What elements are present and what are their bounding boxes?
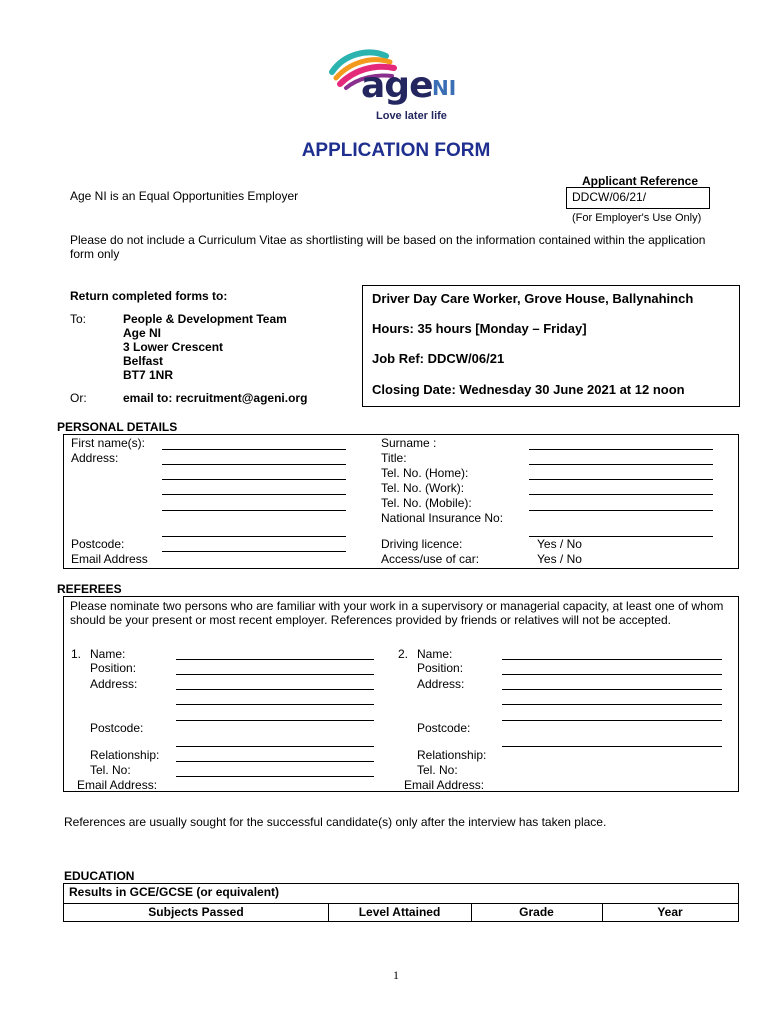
referee-2-address-field-3[interactable] [502, 720, 722, 721]
logo-suffix: NI [432, 76, 457, 100]
referee-1-number: 1. [71, 647, 82, 661]
referee-1-name-label: Name: [90, 647, 126, 661]
referee-2-name-label: Name: [417, 647, 453, 661]
referee-1-email-field[interactable] [176, 776, 374, 777]
address-field-1[interactable] [162, 464, 346, 465]
column-grade: Grade [519, 905, 554, 919]
referee-1-position-label: Position: [90, 661, 137, 675]
address-line-3: 3 Lower Crescent [123, 340, 224, 354]
to-label: To: [70, 312, 87, 326]
title-label: Title: [381, 451, 407, 465]
education-heading: EDUCATION [64, 869, 135, 883]
referee-1-postcode-label: Postcode: [90, 721, 144, 735]
referee-2-address-label: Address: [417, 677, 465, 691]
title-field[interactable] [529, 464, 713, 465]
page-number: 1 [393, 968, 399, 982]
address-line-2: Age NI [123, 326, 162, 340]
address-field-3[interactable] [162, 494, 346, 495]
car-access-label: Access/use of car: [381, 552, 480, 566]
education-header-divider [64, 903, 738, 904]
referee-1-email-label: Email Address: [77, 778, 158, 792]
referee-1-relationship-label: Relationship: [90, 748, 160, 762]
referee-2-email-label: Email Address: [404, 778, 485, 792]
referee-1-relationship-field[interactable] [176, 746, 374, 747]
logo-wordmark: age [361, 65, 433, 106]
surname-field[interactable] [529, 449, 713, 450]
ni-no-field[interactable] [529, 536, 713, 537]
referee-1-position-field[interactable] [176, 674, 374, 675]
referee-1-address-field-1[interactable] [176, 689, 374, 690]
return-heading: Return completed forms to: [70, 289, 228, 303]
address-field-4[interactable] [162, 510, 346, 511]
column-year: Year [657, 905, 683, 919]
applicant-ref-value: DDCW/06/21/ [572, 190, 647, 204]
address-field-5[interactable] [162, 536, 346, 537]
job-details-box [362, 285, 740, 407]
email-label: Email Address [71, 552, 148, 566]
ni-no-label: National Insurance No: [381, 511, 504, 525]
surname-label: Surname : [381, 436, 437, 450]
referee-2-address-field-2[interactable] [502, 704, 722, 705]
referees-box [63, 596, 739, 792]
column-level-attained: Level Attained [358, 905, 441, 919]
car-yes-no[interactable]: Yes / No [537, 552, 582, 566]
postcode-label: Postcode: [71, 537, 125, 551]
address-line-4: Belfast [123, 354, 164, 368]
email-line[interactable]: email to: recruitment@ageni.org [123, 391, 308, 405]
column-subjects-passed: Subjects Passed [148, 905, 244, 919]
address-line-5: BT7 1NR [123, 368, 174, 382]
referee-2-postcode-label: Postcode: [417, 721, 471, 735]
first-name-field[interactable] [162, 449, 346, 450]
cv-notice: Please do not include a Curriculum Vitae as shortlisting will be based on the information contained within the application form only [70, 233, 706, 261]
education-subheading: Results in GCE/GCSE (or equivalent) [69, 885, 280, 899]
personal-details-box [63, 434, 739, 569]
referees-intro: Please nominate two persons who are familiar with your work in a supervisory or managerial capacity, at least one of whom should be your present or most recent employer. References provided by friends or relatives will not be accepted. [70, 599, 724, 627]
tel-home-field[interactable] [529, 479, 713, 480]
referee-1-address-field-2[interactable] [176, 704, 374, 705]
logo-tagline: Love later life [376, 110, 447, 122]
referee-1-name-field[interactable] [176, 659, 374, 660]
referee-2-position-label: Position: [417, 661, 464, 675]
job-title: Driver Day Care Worker, Grove House, Ballynahinch [372, 291, 694, 306]
referee-1-tel-field[interactable] [176, 761, 374, 762]
referee-2-relationship-field[interactable] [502, 746, 722, 747]
referee-2-tel-label: Tel. No: [417, 763, 458, 777]
address-field-2[interactable] [162, 479, 346, 480]
referee-2-address-field-1[interactable] [502, 689, 722, 690]
referee-2-name-field[interactable] [502, 659, 722, 660]
driving-yes-no[interactable]: Yes / No [537, 537, 582, 551]
referees-heading: REFEREES [57, 582, 122, 596]
applicant-ref-label: Applicant Reference [582, 174, 699, 188]
address-label: Address: [71, 451, 119, 465]
personal-details-heading: PERSONAL DETAILS [57, 420, 178, 434]
applicant-ref-box[interactable] [566, 187, 710, 209]
closing-date: Closing Date: Wednesday 30 June 2021 at 12 noon [372, 382, 685, 397]
referee-2-position-field[interactable] [502, 674, 722, 675]
employer-use-note: (For Employer's Use Only) [572, 212, 702, 224]
referee-2-number: 2. [398, 647, 409, 661]
page-title: APPLICATION FORM [301, 140, 491, 161]
tel-home-label: Tel. No. (Home): [381, 466, 469, 480]
tel-work-label: Tel. No. (Work): [381, 481, 465, 495]
driving-licence-label: Driving licence: [381, 537, 463, 551]
first-names-label: First name(s): [71, 436, 146, 450]
education-table [63, 883, 739, 922]
referee-1-address-label: Address: [90, 677, 138, 691]
address-line-1: People & Development Team [123, 312, 287, 326]
tel-mobile-label: Tel. No. (Mobile): [381, 496, 472, 510]
tel-mobile-field[interactable] [529, 510, 713, 511]
postcode-field[interactable] [162, 551, 346, 552]
equal-ops-statement: Age NI is an Equal Opportunities Employer [70, 189, 299, 203]
tel-work-field[interactable] [529, 494, 713, 495]
or-label: Or: [70, 391, 87, 405]
referee-1-tel-label: Tel. No: [90, 763, 131, 777]
job-ref: Job Ref: DDCW/06/21 [372, 351, 505, 366]
job-hours: Hours: 35 hours [Monday – Friday] [372, 321, 587, 336]
references-note: References are usually sought for the successful candidate(s) only after the interview has taken place. [64, 815, 607, 829]
referee-2-relationship-label: Relationship: [417, 748, 487, 762]
referee-1-address-field-3[interactable] [176, 720, 374, 721]
age-ni-logo [328, 48, 468, 128]
